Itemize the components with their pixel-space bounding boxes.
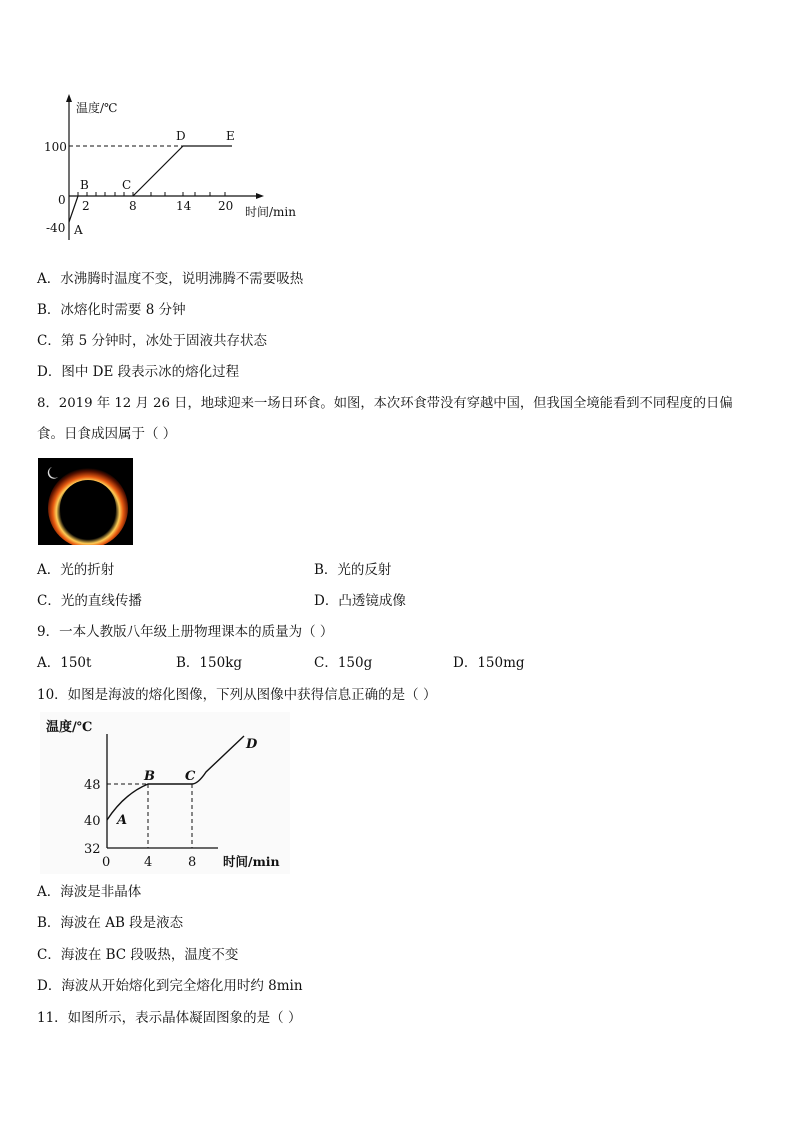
q7-ylabel: 温度/℃	[76, 101, 118, 115]
q7-point-b: B	[80, 178, 89, 192]
q9-stem: 9．一本人教版八年级上册物理课本的质量为（ ）	[37, 624, 334, 640]
q7-point-d: D	[176, 129, 186, 143]
q11-stem: 11．如图所示，表示晶体凝固图象的是（ ）	[37, 1010, 302, 1026]
q9-option-b: B．150kg	[176, 655, 243, 671]
q8-option-a: A．光的折射	[37, 562, 115, 578]
q7-point-c: C	[122, 178, 132, 192]
q7-option-c: C．第 5 分钟时，冰处于固液共存状态	[37, 333, 268, 349]
eclipse-image	[38, 458, 133, 545]
q10-point-c: C	[185, 769, 196, 784]
q7-ytick-100: 100	[44, 140, 67, 154]
q7-xtick-2: 2	[82, 199, 90, 213]
q8-option-b: B．光的反射	[314, 562, 392, 578]
q9-option-a: A．150t	[37, 655, 92, 671]
q10-xtick-4: 4	[144, 855, 153, 870]
q7-ytick-0: 0	[58, 193, 66, 207]
q8-stem-line1: 8．2019 年 12 月 26 日，地球迎来一场日环食。如图，本次环食带没有穿越中国，但我国全境能看到不同程度的日偏	[37, 396, 733, 411]
q7-segment-cd	[133, 146, 183, 196]
q10-option-a: A．海波是非晶体	[37, 884, 142, 900]
q7-xtick-20: 20	[218, 199, 234, 213]
q10-ylabel: 温度/℃	[46, 720, 93, 735]
q8-option-d: D．凸透镜成像	[314, 593, 406, 609]
q10-option-c: C．海波在 BC 段吸热，温度不变	[37, 947, 239, 963]
q9-option-c: C．150g	[314, 655, 373, 671]
q10-xtick-0: 0	[102, 855, 111, 870]
q10-ytick-40: 40	[84, 814, 101, 829]
q10-option-b: B．海波在 AB 段是液态	[37, 915, 184, 931]
q9-option-d: D．150mg	[453, 655, 525, 671]
q10-point-a: A	[117, 813, 128, 828]
q10-ytick-48: 48	[84, 778, 101, 793]
q10-stem: 10．如图是海波的熔化图像，下列从图像中获得信息正确的是（ ）	[37, 687, 437, 703]
q8-stem-line2: 食。日食成因属于（ ）	[37, 426, 177, 442]
q7-xtick-14: 14	[176, 199, 192, 213]
q7-x-arrow	[256, 193, 264, 199]
q10-xtick-8: 8	[188, 855, 197, 870]
q7-xtick-8: 8	[129, 199, 137, 213]
q7-x-tick-marks	[78, 192, 225, 196]
q7-point-e: E	[226, 129, 235, 143]
q7-point-a: A	[74, 223, 83, 237]
q7-option-b: B．冰熔化时需要 8 分钟	[37, 302, 186, 318]
q7-chart	[40, 92, 310, 242]
q7-segment-ab	[69, 196, 78, 222]
q7-option-d: D．图中 DE 段表示冰的熔化过程	[37, 364, 240, 380]
q7-ytick-neg40: -40	[46, 221, 66, 235]
q10-xlabel: 时间/min	[223, 854, 280, 869]
q8-option-c: C．光的直线传播	[37, 593, 142, 609]
q7-option-a: A．水沸腾时温度不变，说明沸腾不需要吸热	[37, 271, 304, 287]
q10-point-b: B	[144, 769, 155, 784]
q10-chart	[40, 712, 290, 874]
q10-ytick-32: 32	[84, 842, 101, 857]
q7-y-arrow	[66, 94, 72, 102]
q10-option-d: D．海波从开始熔化到完全熔化用时约 8min	[37, 978, 303, 994]
q10-point-d: D	[246, 737, 258, 752]
q7-xlabel: 时间/min	[245, 205, 296, 219]
